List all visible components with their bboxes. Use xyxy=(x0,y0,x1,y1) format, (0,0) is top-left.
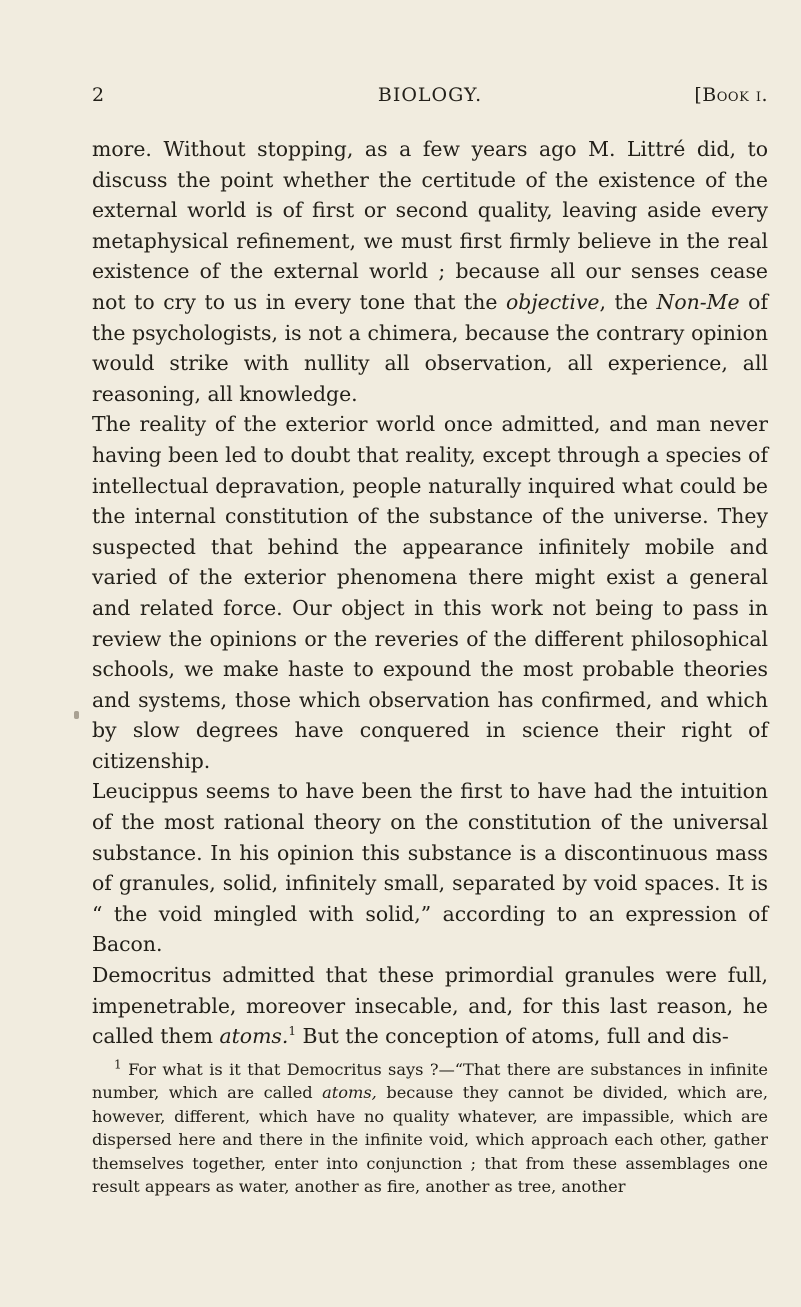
running-header xyxy=(92,84,768,114)
paragraph-2: The reality of the exterior world once admitted, and man never having been led to doubt that reality, except through a species of intellectual depravation, people naturally inquired what could be the internal constitution of the substance of the universe. They suspected that behind the appearance infinitely mobile and varied of the exterior phenomena there might exist a general and related force. Our object in this work not being to pass in review the opinions or the reveries of the different philosophical schools, we make haste to expound the most probable theories and systems, those which observation has confirmed, and which by slow degrees have conquered in science their right of citizenship. xyxy=(92,412,768,773)
footnote-reference: 1 xyxy=(288,1024,296,1039)
margin-mark xyxy=(74,711,79,719)
paragraph-1-text: more. Without stopping, as a few years ago M. Littré did, to discuss the point whether the certitude of the existence of the external world is of first or second quality, leaving aside every metaphysical refinement, we must first firmly believe in the real existence of the external world ; because all our senses cease not to cry to us in every tone that the xyxy=(92,137,768,314)
paragraph-3: Leucippus seems to have been the first to have had the intuition of the most rational theory on the constitution of the universal substance. In his opinion this substance is a discontinuous mass of granules, solid, infinitely small, separated by void spaces. It is “ the void mingled with solid,” according to an expression of Bacon. xyxy=(92,779,768,957)
paragraph-4-end: But the conception of atoms, full and dis- xyxy=(296,1024,729,1049)
page xyxy=(92,84,768,1199)
paragraph-1-end: of the psychologists, is not a chimera, because the contrary opinion would strike with nullity all observation, all experience, all reasoning, all knowledge. xyxy=(92,289,768,406)
paragraph-1 xyxy=(92,134,768,409)
paragraph-4-text: Democritus admitted that these primordial granules were full, impenetrable, moreover insecable, and, for this last reason, he called them xyxy=(92,963,768,1049)
footnote-text-end: because they cannot be divided, which are, however, different, which have no quality whatever, are impassible, which are dispersed here and there in the infinite void, which approach each other, gather themselves together, enter into conjunction ; that from these assemblages one result appears as water, another as fire, another as tree, another xyxy=(92,1083,769,1197)
book-reference: [Book i. xyxy=(694,84,768,106)
paragraph-1-italic-objective: objective xyxy=(505,289,600,314)
paragraph-1-mid: , the xyxy=(599,289,657,314)
footnotes xyxy=(92,1058,768,1199)
body-text xyxy=(92,134,768,1052)
footnote-italic-atoms: atoms, xyxy=(322,1083,377,1103)
paragraph-4-italic-atoms: atoms. xyxy=(219,1024,289,1049)
footnote-text-start: For what is it that Democritus says ?—“That there are substances in infinite number, which are called xyxy=(92,1059,768,1103)
paragraph-1-italic-non-me: Non-Me xyxy=(656,289,740,314)
paragraph-4 xyxy=(92,960,768,1052)
footnote-1 xyxy=(92,1058,768,1199)
running-title: BIOLOGY. xyxy=(377,84,483,106)
footnote-mark: 1 xyxy=(114,1057,122,1072)
page-number: 2 xyxy=(92,84,105,106)
